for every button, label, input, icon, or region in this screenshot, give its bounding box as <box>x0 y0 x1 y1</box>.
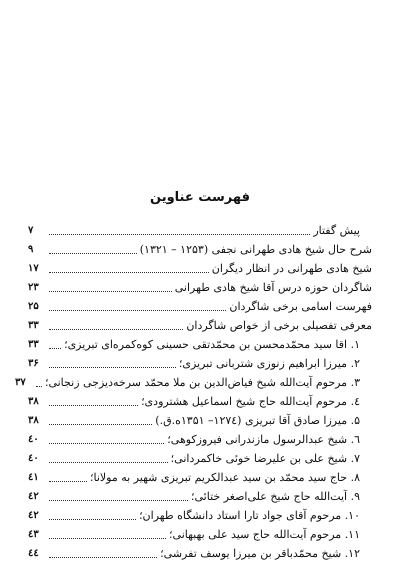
toc-entry-title: ۲. میرزا ابراهیم زنوزی شتربانی تبریزی؛ <box>178 357 360 370</box>
dot-leader <box>49 424 152 425</box>
toc-entry-title: ٦. شیخ عبدالرسول مازندرانی فیروزکوهی؛ <box>167 433 360 446</box>
toc-entry-title: شیخ هادی طهرانی در انظار دیگران <box>211 262 372 275</box>
dot-leader <box>49 253 137 254</box>
toc-entry-page-number: ۳۸ <box>28 415 39 426</box>
toc-entry-page-number: ٤۲ <box>28 491 39 502</box>
toc-entry-title: ۱۲. شیخ محمّدباقر بن میرزا یوسف تفرشی؛ <box>160 547 360 560</box>
toc-entry-page-number: ۲۳ <box>28 282 39 293</box>
toc-entry-title: ۱۰. مرحوم آقای جواد تارا استاد دانشگاه طهران؛ <box>139 509 360 522</box>
toc-entry-title: ۸. حاج سید محمّد بن سید عبدالکریم تبریزی شهیر به مولانا؛ <box>90 471 360 484</box>
toc-title: فهرست عناوین <box>150 190 250 205</box>
toc-entry-page-number: ۳۳ <box>28 320 39 331</box>
toc-entry-title: شرح حال شیخ هادی طهرانی نجفی (۱۲۵۳ – ۱۳۲۱) <box>139 243 372 256</box>
toc-entry-title: ۱۱. مرحوم آیت‌الله حاج سید علی بهبهانی؛ <box>169 528 360 541</box>
toc-entry-page-number: ٤۲ <box>28 510 39 521</box>
toc-entry-page-number: ٤۰ <box>28 453 39 464</box>
toc-entry <box>28 504 372 523</box>
toc-entry <box>28 447 372 466</box>
dot-leader <box>49 348 61 349</box>
toc-entry-page-number: ٤٤ <box>28 548 39 559</box>
toc-entry <box>14 371 372 390</box>
dot-leader <box>49 538 166 539</box>
toc-entry-title: معرفی تفصیلی برخی از خواص شاگردان <box>186 319 372 332</box>
toc-entry <box>28 466 372 485</box>
toc-entry <box>28 257 372 276</box>
toc-entry <box>28 428 372 447</box>
toc-entry <box>28 352 372 371</box>
dot-leader <box>49 272 209 273</box>
toc-entry <box>28 238 372 257</box>
toc-entry <box>28 333 372 352</box>
toc-entry-page-number: ٤۳ <box>28 529 39 540</box>
toc-entry <box>28 409 372 428</box>
dot-leader <box>49 234 310 235</box>
toc-entry-title: پیش گفتار <box>313 224 360 237</box>
toc-entry <box>28 314 372 333</box>
dot-leader <box>49 500 188 501</box>
toc-entry-title: ۵. میرزا صادق آقا تبریزی (۱۲۷٤– ۱۳۵۱ه.ق.) <box>155 414 360 427</box>
toc-entry-page-number: ۲۵ <box>28 301 39 312</box>
dot-leader <box>49 329 183 330</box>
toc-entry-title: ۹. آیت‌الله حاج شیخ علی‌اصغر ختائی؛ <box>191 490 360 503</box>
toc-entry <box>28 542 372 561</box>
toc-entry-page-number: ۹ <box>28 244 34 255</box>
dot-leader <box>49 443 164 444</box>
dot-leader <box>49 310 226 311</box>
toc-entry <box>28 485 372 504</box>
toc-entry <box>28 295 372 314</box>
toc-entry-page-number: ۳۳ <box>28 339 39 350</box>
toc-entry-title: ۳. مرحوم آیت‌الله شیخ فیاض‌الدین بن ملا محمّد سرخه‌دیزجی زنجانی؛ <box>44 376 360 389</box>
dot-leader <box>36 386 42 387</box>
dot-leader <box>49 462 168 463</box>
toc-entry-page-number: ۳۷ <box>14 377 26 388</box>
toc-entry-page-number: ۳۸ <box>28 396 39 407</box>
dot-leader <box>49 481 87 482</box>
dot-leader <box>49 405 138 406</box>
dot-leader <box>49 557 157 558</box>
toc-entry-page-number: ۷ <box>28 225 34 236</box>
toc-entry <box>28 523 372 542</box>
toc-entry-title: فهرست اسامی برخی شاگردان <box>229 300 372 313</box>
toc-entry <box>28 219 372 238</box>
toc-entry-title: ۷. شیخ علی بن علیرضا خوئی خاکمردانی؛ <box>170 452 360 465</box>
toc-entry-page-number: ٤۱ <box>28 472 39 483</box>
dot-leader <box>49 519 136 520</box>
dot-leader <box>49 291 172 292</box>
toc-entry-page-number: ۳۶ <box>28 358 39 369</box>
toc-entry-title: ۱. اقا سید محمّدمحسن بن محمّدتقی حسینی کوه‌کمره‌ای تبریزی؛ <box>64 338 360 351</box>
toc-entry-title: ٤. مرحوم آیت‌الله حاج شیخ اسماعیل هشترودی؛ <box>141 395 360 408</box>
toc-entry-page-number: ۱۷ <box>28 263 39 274</box>
toc-entry <box>28 276 372 295</box>
toc-entry-page-number: ٤۰ <box>28 434 39 445</box>
table-of-contents <box>14 219 372 561</box>
dot-leader <box>49 367 176 368</box>
toc-entry-title: شاگردان حوزه درس آقا شیخ هادی طهرانی <box>174 281 372 294</box>
toc-entry <box>28 390 372 409</box>
